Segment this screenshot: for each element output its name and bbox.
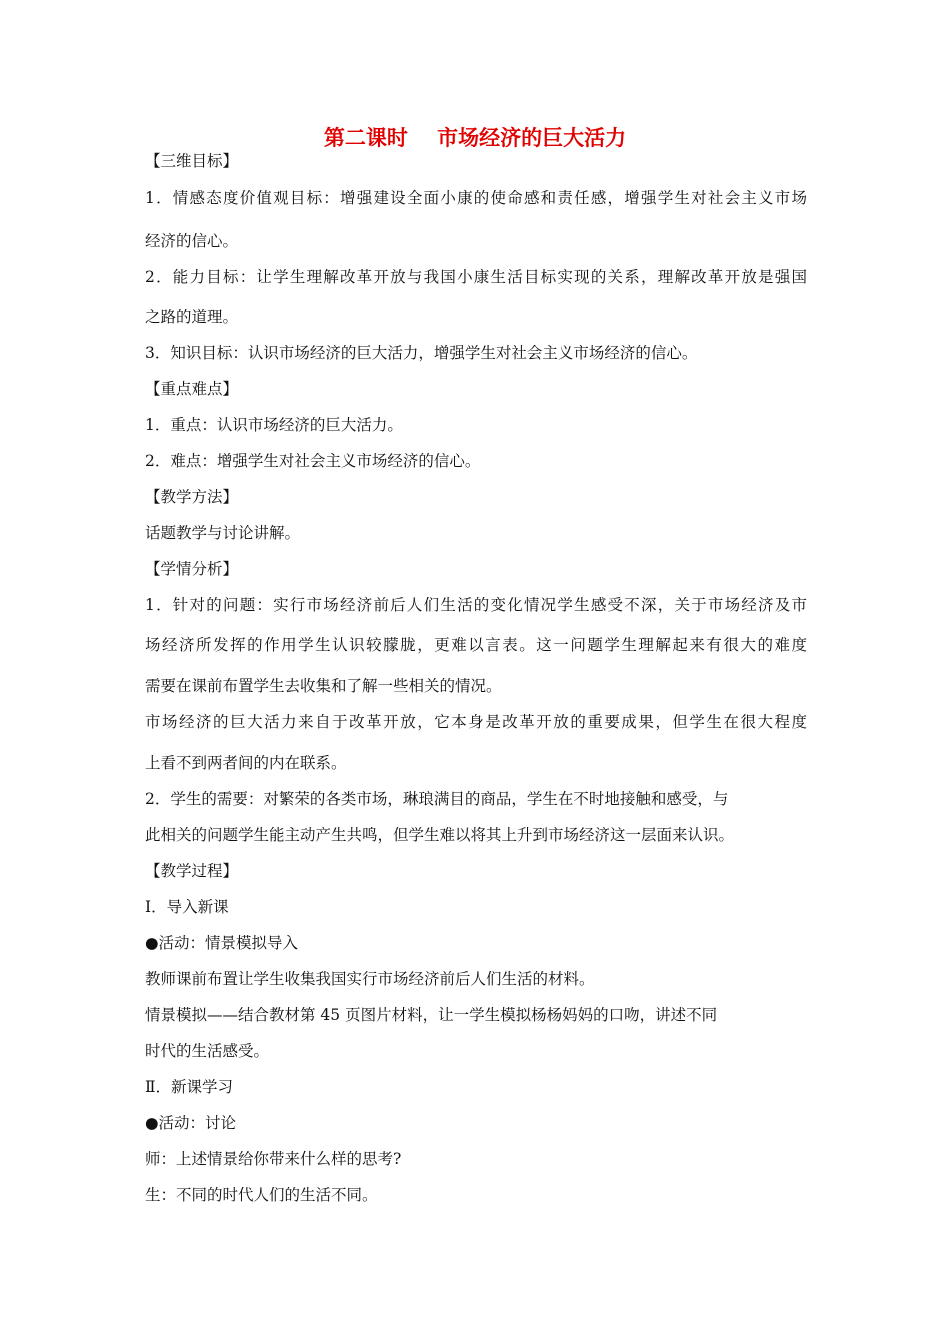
goal-emotion-line-2: 经济的信心。: [145, 232, 239, 250]
analysis-reform-line-2: 上看不到两者间的内在联系。: [145, 754, 347, 772]
goal-emotion-line-1: 1．情感态度价值观目标：增强建设全面小康的使命感和责任感，增强学生对社会主义市场: [145, 189, 807, 207]
lesson-title: 第二课时 市场经济的巨大活力: [323, 126, 627, 150]
student-answer: 生：不同的时代人们的生活不同。: [145, 1186, 378, 1204]
step-introduction: Ⅰ．导入新课: [145, 898, 229, 916]
section-heading-analysis: 【学情分析】: [145, 560, 239, 578]
teaching-method: 话题教学与讨论讲解。: [145, 524, 301, 542]
step-new-lesson: Ⅱ．新课学习: [145, 1078, 234, 1096]
section-heading-key-points: 【重点难点】: [145, 380, 239, 398]
goal-knowledge: 3．知识目标：认识市场经济的巨大活力，增强学生对社会主义市场经济的信心。: [145, 344, 698, 362]
teacher-assignment: 教师课前布置让学生收集我国实行市场经济前后人们生活的材料。: [145, 970, 595, 988]
scenario-line-2: 时代的生活感受。: [145, 1042, 270, 1060]
analysis-reform-line-1: 市场经济的巨大活力来自于改革开放，它本身是改革开放的重要成果，但学生在很大程度: [145, 713, 807, 731]
analysis-problem-line-3: 需要在课前布置学生去收集和了解一些相关的情况。: [145, 677, 502, 695]
teacher-question: 师：上述情景给你带来什么样的思考?: [145, 1150, 402, 1168]
difficult-point: 2．难点：增强学生对社会主义市场经济的信心。: [145, 452, 481, 470]
analysis-problem-line-2: 场经济所发挥的作用学生认识较朦胧，更难以言表。这一问题学生理解起来有很大的难度: [145, 636, 807, 654]
activity-scenario: ●活动：情景模拟导入: [145, 934, 299, 952]
goal-ability-line-1: 2．能力目标：让学生理解改革开放与我国小康生活目标实现的关系，理解改革开放是强国: [145, 268, 807, 286]
goal-ability-line-2: 之路的道理。: [145, 308, 239, 326]
section-heading-methods: 【教学方法】: [145, 488, 239, 506]
scenario-line-1: 情景模拟——结合教材第 45 页图片材料，让一学生模拟杨杨妈妈的口吻，讲述不同: [145, 1006, 718, 1024]
key-point: 1．重点：认识市场经济的巨大活力。: [145, 416, 403, 434]
analysis-needs-line-1: 2．学生的需要：对繁荣的各类市场，琳琅满目的商品，学生在不时地接触和感受，与: [145, 790, 729, 808]
analysis-problem-line-1: 1．针对的问题：实行市场经济前后人们生活的变化情况学生感受不深，关于市场经济及市: [145, 596, 807, 614]
section-heading-goals: 【三维目标】: [145, 152, 239, 170]
analysis-needs-line-2: 此相关的问题学生能主动产生共鸣，但学生难以将其上升到市场经济这一层面来认识。: [145, 826, 735, 844]
activity-discussion: ●活动：讨论: [145, 1114, 237, 1132]
section-heading-process: 【教学过程】: [145, 862, 239, 880]
